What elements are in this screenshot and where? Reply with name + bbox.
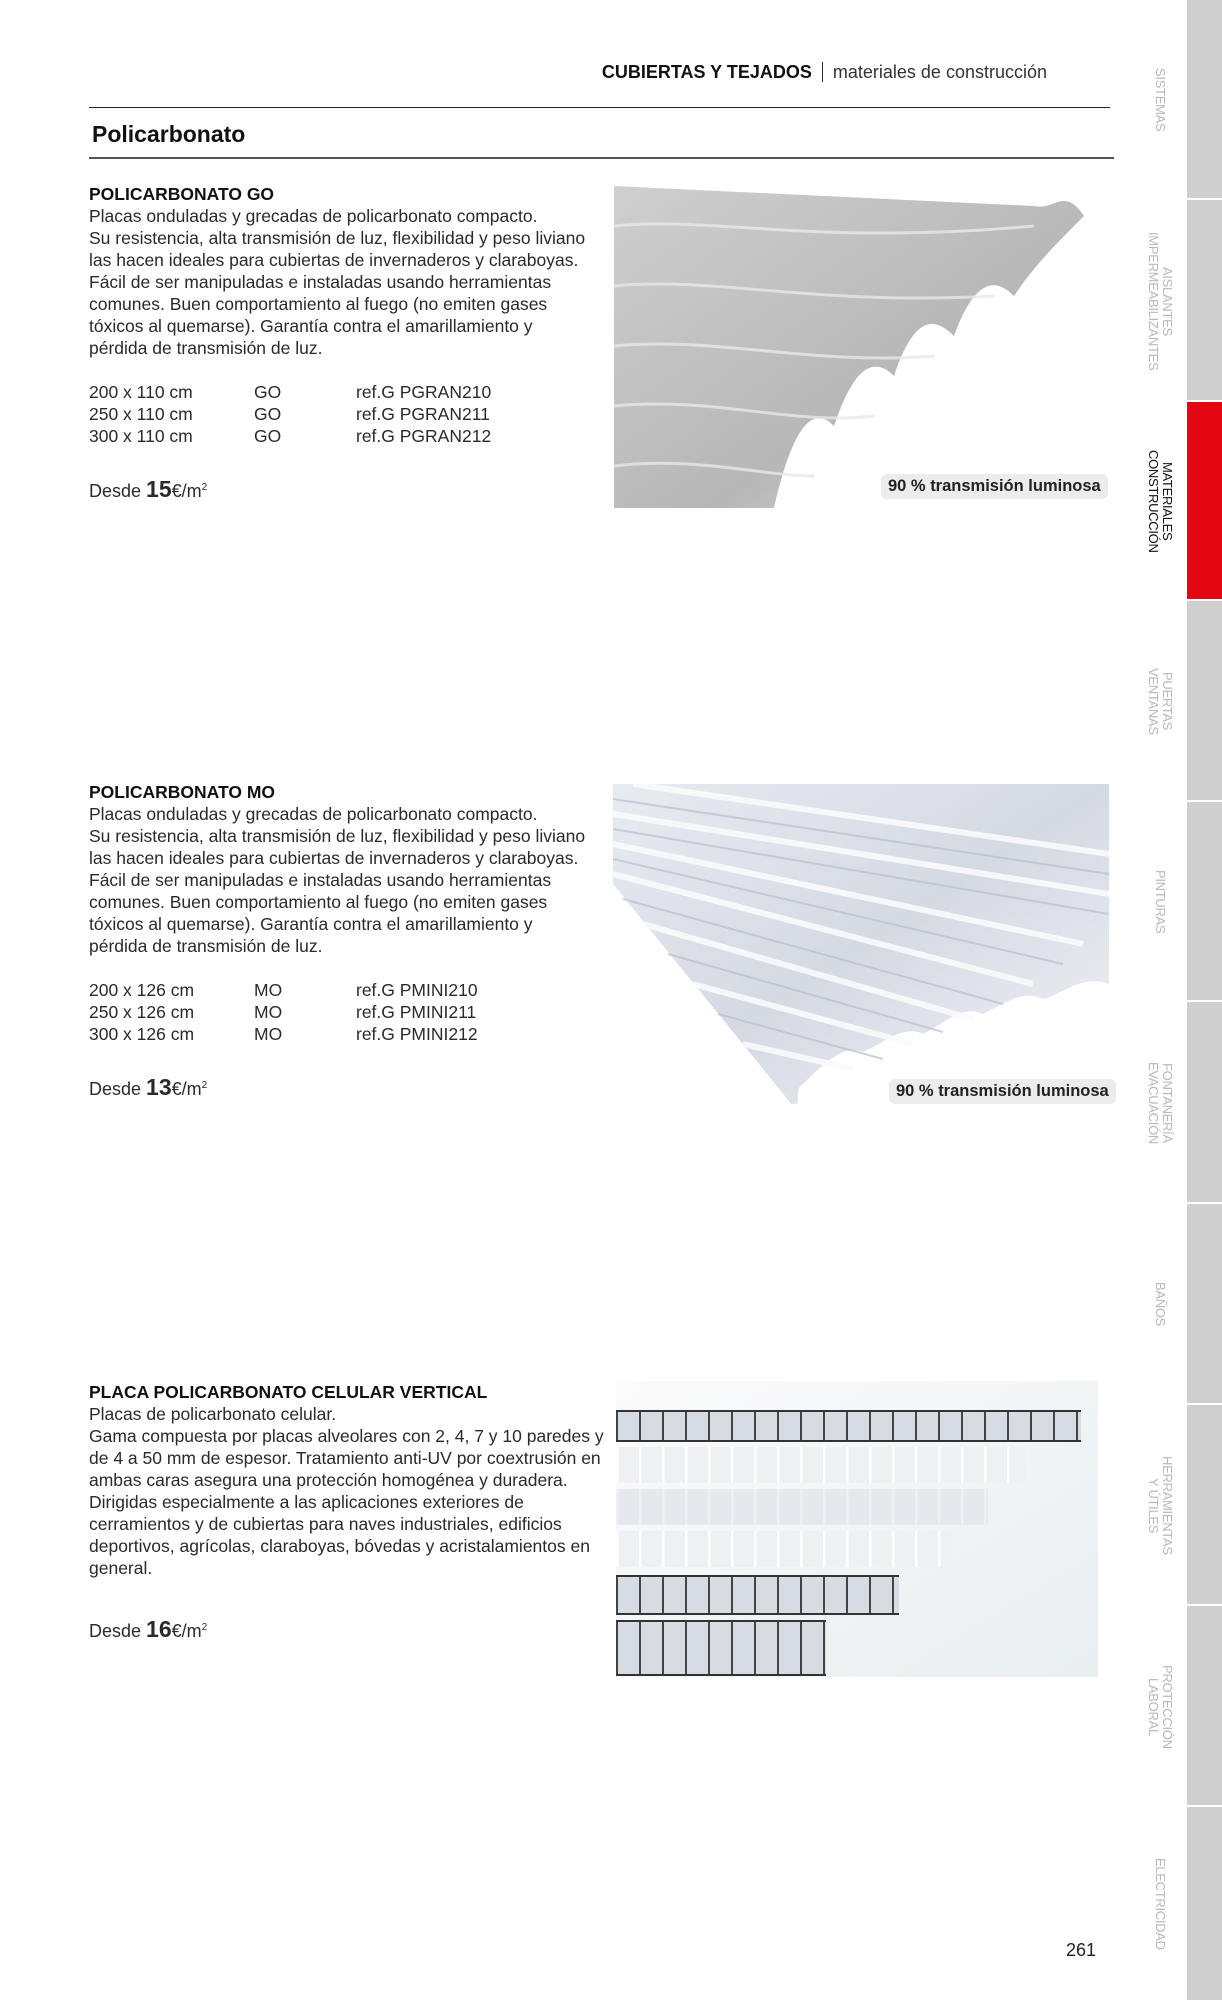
- price-value: 16: [146, 1616, 172, 1642]
- sidebar-label-text: ELECTRICIDAD: [1153, 1857, 1168, 1950]
- spec-row: [89, 381, 589, 403]
- product-title: POLICARBONATO MO: [89, 782, 276, 802]
- sidebar-label-text: AISLANTES IMPERMEABILIZANTES: [1146, 231, 1175, 371]
- sidebar-label[interactable]: [1130, 802, 1190, 1002]
- header-rule: [89, 107, 1110, 108]
- product-image-celular: [616, 1381, 1098, 1677]
- spec-ref: ref.G PGRAN211: [356, 404, 490, 424]
- spec-ref: ref.G PMINI211: [356, 1002, 477, 1022]
- product-description-line: Fácil de ser manipuladas e instaladas usando herramientas comunes. Buen comportamiento al fuego (no emiten gases tóxicos al quemarse). Garantía contra el amarillamiento y pérdida de transmisión de luz.: [89, 870, 552, 956]
- sidebar-label-text: FONTANERÍA EVACUACIÓN: [1146, 1062, 1175, 1144]
- spec-type: GO: [254, 404, 282, 424]
- category-sidebar: [1187, 0, 1222, 2000]
- price-unit: €/m: [171, 1079, 202, 1099]
- price: [89, 1075, 589, 1100]
- spec-ref: ref.G PGRAN212: [356, 426, 492, 446]
- sidebar-tab-herramientas[interactable]: [1187, 1405, 1222, 1606]
- price-prefix: Desde: [89, 1621, 142, 1641]
- spec-type: MO: [254, 980, 283, 1000]
- sidebar-tab-aislantes[interactable]: [1187, 200, 1222, 402]
- sidebar-tab-puertas-ventanas[interactable]: [1187, 601, 1222, 802]
- section-rule: [89, 157, 1114, 159]
- spec-size: 200 x 110 cm: [89, 382, 193, 402]
- spec-type: GO: [254, 426, 282, 446]
- sidebar-label-text: HERRAMIENTAS Y ÚTILES: [1146, 1456, 1175, 1555]
- sidebar-label[interactable]: [1130, 1405, 1190, 1606]
- spec-ref: ref.G PMINI210: [356, 980, 478, 1000]
- spec-table: [89, 979, 589, 1045]
- sidebar-label[interactable]: [1130, 1204, 1190, 1405]
- spec-size: 300 x 126 cm: [89, 1024, 195, 1044]
- sidebar-label-text: BAÑOS: [1153, 1282, 1168, 1327]
- price: [89, 477, 589, 502]
- sidebar-label-text: MATERIALES CONSTRUCCIÓN: [1146, 450, 1175, 553]
- product-description-line: Gama compuesta por placas alveolares con 2, 4, 7 y 10 paredes y de 4 a 50 mm de espesor. Tratamiento anti-UV por coextrusión en ambas caras asegura una protección homogénea y duradera.: [89, 1426, 604, 1490]
- sidebar-label-text: PINTURAS: [1153, 870, 1168, 934]
- spec-size: 250 x 126 cm: [89, 1002, 195, 1022]
- header-category: CUBIERTAS Y TEJADOS: [601, 62, 812, 82]
- product-description-line: Fácil de ser manipuladas e instaladas usando herramientas comunes. Buen comportamiento al fuego (no emiten gases tóxicos al quemarse). Garantía contra el amarillamiento y pérdida de transmisión de luz.: [89, 272, 552, 358]
- product-title: PLACA POLICARBONATO CELULAR VERTICAL: [89, 1382, 488, 1402]
- price-value: 13: [146, 1074, 172, 1100]
- product-policarbonato-mo: [89, 781, 589, 1100]
- price-unit: €/m: [171, 481, 202, 501]
- page-number: 261: [1066, 1940, 1097, 1960]
- sidebar-tab-banos[interactable]: [1187, 1204, 1222, 1405]
- sidebar-tab-electricidad[interactable]: [1187, 1807, 1222, 2000]
- light-transmission-badge: 90 % transmisión luminosa: [881, 474, 1108, 499]
- spec-size: 300 x 110 cm: [89, 426, 193, 446]
- product-title: POLICARBONATO GO: [89, 184, 275, 204]
- price: [89, 1617, 609, 1642]
- sidebar-label[interactable]: [1130, 1807, 1190, 2000]
- price-unit-exponent: 2: [201, 1622, 208, 1633]
- spec-table: [89, 381, 589, 447]
- sidebar-label[interactable]: [1130, 0, 1190, 200]
- sidebar-tab-fontaneria[interactable]: [1187, 1002, 1222, 1204]
- spec-size: 250 x 110 cm: [89, 404, 193, 424]
- price-value: 15: [146, 476, 172, 502]
- sidebar-label[interactable]: [1130, 1002, 1190, 1204]
- sidebar-tab-pinturas[interactable]: [1187, 802, 1222, 1002]
- price-unit-exponent: 2: [201, 1080, 208, 1091]
- price-unit-exponent: 2: [201, 482, 208, 493]
- product-description-line: Placas onduladas y grecadas de policarbonato compacto.: [89, 804, 538, 824]
- product-policarbonato-celular: [89, 1381, 609, 1642]
- spec-row: [89, 979, 589, 1001]
- spec-row: [89, 1001, 589, 1023]
- spec-type: MO: [254, 1024, 283, 1044]
- price-unit: €/m: [171, 1621, 202, 1641]
- sidebar-tab-proteccion-laboral[interactable]: [1187, 1606, 1222, 1807]
- spec-ref: ref.G PMINI212: [356, 1024, 478, 1044]
- spec-ref: ref.G PGRAN210: [356, 382, 492, 402]
- sidebar-label-text: PROTECCIÓN LABORAL: [1146, 1664, 1175, 1749]
- product-description-line: Placas de policarbonato celular.: [89, 1404, 337, 1424]
- product-image-go: [614, 186, 1110, 508]
- spec-type: GO: [254, 382, 282, 402]
- spec-type: MO: [254, 1002, 283, 1022]
- product-policarbonato-go: [89, 183, 589, 502]
- sidebar-label[interactable]: [1130, 200, 1190, 402]
- sidebar-tab-sistemas[interactable]: [1187, 0, 1222, 200]
- sidebar-label-text: SISTEMAS: [1153, 68, 1168, 132]
- header-subcategory: materiales de construcción: [832, 62, 1047, 82]
- spec-row: [89, 425, 589, 447]
- page-header: [602, 62, 1047, 83]
- product-description-line: Su resistencia, alta transmisión de luz, flexibilidad y peso liviano las hacen ideales para cubiertas de invernaderos y claraboyas.: [89, 228, 586, 270]
- product-image-mo: [613, 784, 1109, 1104]
- spec-row: [89, 1023, 589, 1045]
- section-title: Policarbonato: [92, 121, 246, 147]
- header-separator: [822, 62, 823, 82]
- product-description-line: Dirigidas especialmente a las aplicaciones exteriores de cerramientos y de cubiertas para naves industriales, edificios deportivos, agrícolas, claraboyas, bóvedas y acristalamientos en general.: [89, 1492, 590, 1578]
- spec-row: [89, 403, 589, 425]
- product-description-line: Placas onduladas y grecadas de policarbonato compacto.: [89, 206, 538, 226]
- sidebar-label[interactable]: [1130, 1606, 1190, 1807]
- price-prefix: Desde: [89, 1079, 142, 1099]
- light-transmission-badge: 90 % transmisión luminosa: [889, 1079, 1116, 1104]
- sidebar-label-text: PUERTAS VENTANAS: [1146, 668, 1175, 735]
- price-prefix: Desde: [89, 481, 142, 501]
- spec-size: 200 x 126 cm: [89, 980, 195, 1000]
- sidebar-label[interactable]: [1130, 601, 1190, 802]
- sidebar-label-active[interactable]: [1130, 402, 1190, 601]
- sidebar-tab-materiales-construccion[interactable]: [1187, 402, 1222, 601]
- product-description-line: Su resistencia, alta transmisión de luz, flexibilidad y peso liviano las hacen ideales para cubiertas de invernaderos y claraboyas.: [89, 826, 586, 868]
